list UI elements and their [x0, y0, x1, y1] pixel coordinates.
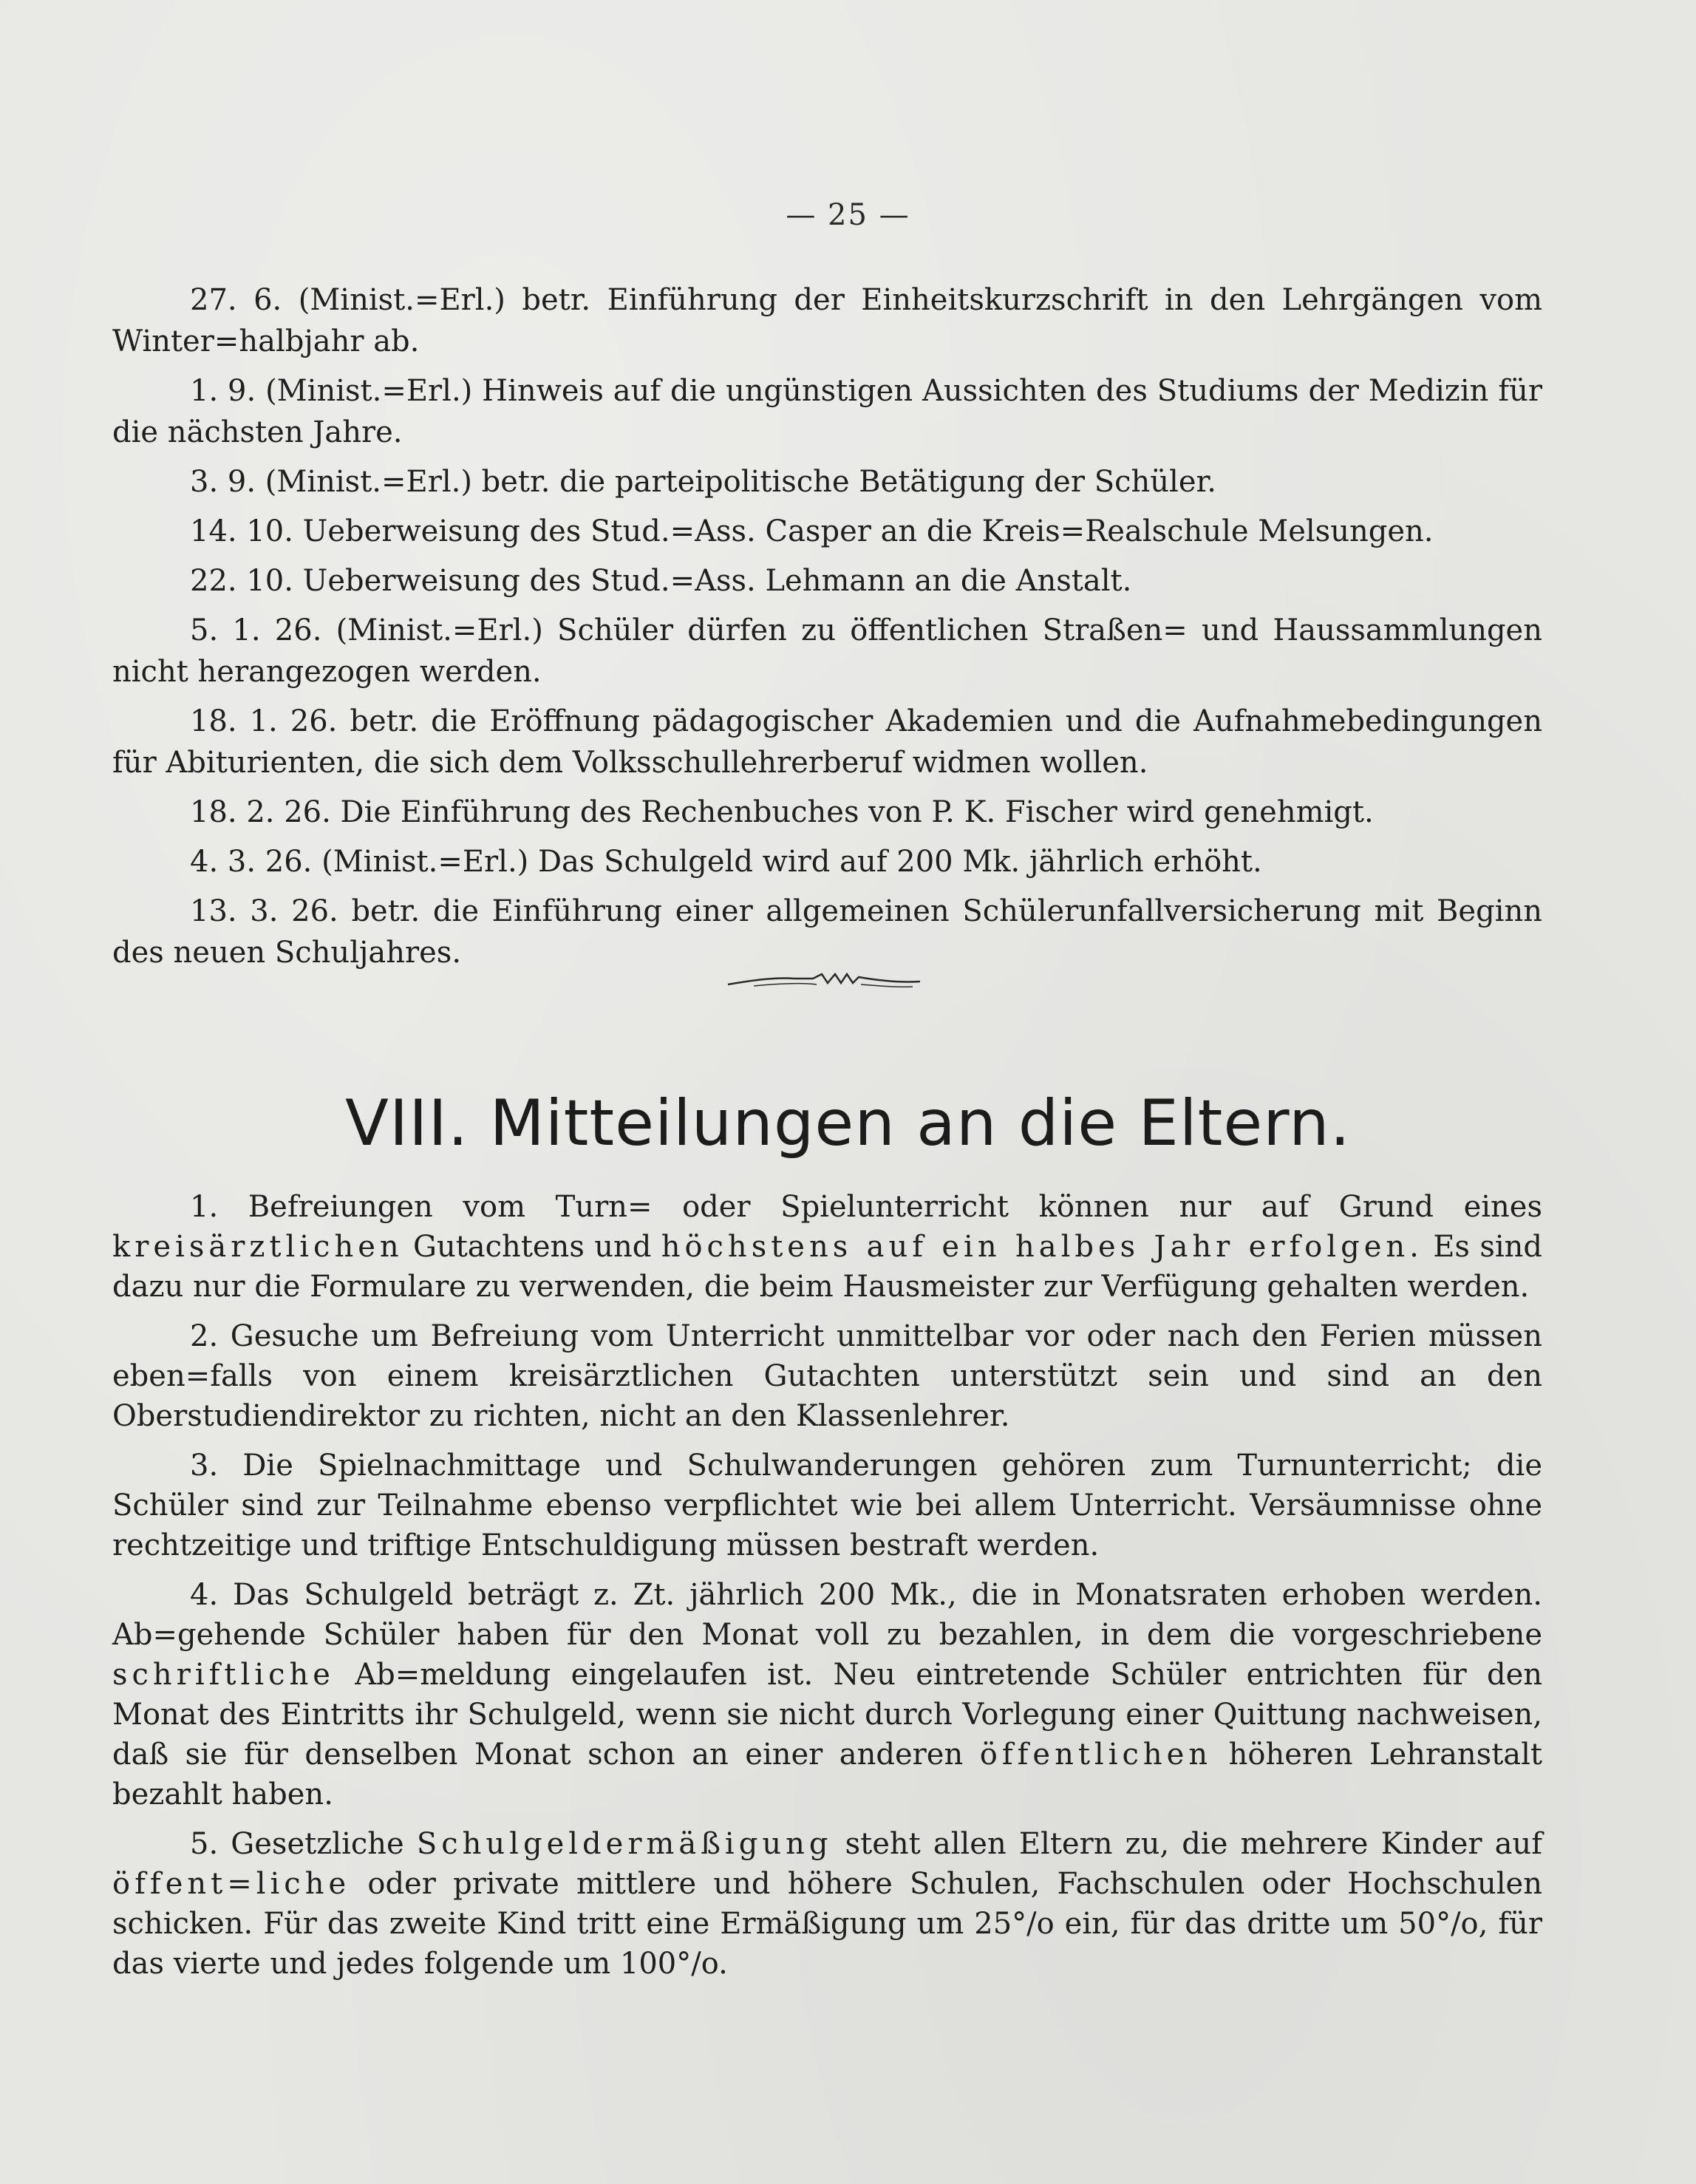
ornament-divider-icon [724, 967, 924, 996]
notice-text: Ab=meldung eingelaufen ist. Neu eintretende Schüler entrichten für den Monat des Eintritts ihr Schulgeld, wenn sie nicht durch Vorlegung einer Quittung nachweisen, daß sie für denselben Monat schon an einer anderen [112, 1658, 1542, 1772]
list-item: 18. 1. 26. betr. die Eröffnung pädagogischer Akademien und die Aufnahmebedingungen für Abiturienten, die sich dem Volksschullehrerberuf widmen wollen. [112, 704, 1542, 780]
page-number: — 25 — [786, 198, 910, 232]
emphasis-text: öffentlichen [979, 1738, 1213, 1772]
list-item: 13. 3. 26. betr. die Einführung einer allgemeinen Schülerunfallversicherung mit Beginn des neuen Schuljahres. [112, 894, 1542, 970]
notice-text: 1. Befreiungen vom Turn= oder Spielunterricht können nur auf Grund eines [190, 1190, 1542, 1224]
notice-paragraph [112, 1187, 1542, 1307]
notice-text: Gutachtens und [403, 1230, 661, 1264]
emphasis-text: öffent=liche [112, 1867, 351, 1901]
list-item: 22. 10. Ueberweisung des Stud.=Ass. Lehmann an die Anstalt. [190, 564, 1132, 598]
notice-text: oder private mittlere und höhere Schulen, Fachschulen oder Hochschulen schicken. Für das zweite Kind tritt eine Ermäßigung um 25°/o ein, für das dritte um 50°/o, für das vierte und jedes folgende um 100°/o. [112, 1867, 1542, 1981]
decree-list [112, 279, 1542, 982]
notice-text: 5. Gesetzliche [190, 1827, 417, 1861]
notice-paragraph: 3. Die Spielnachmittage und Schulwanderungen gehören zum Turnunterricht; die Schüler sind zur Teilnahme ebenso verpflichtet wie bei allem Unterricht. Versäumnisse ohne rechtzeitige und triftige Entschuldigung müssen bestraft werden. [112, 1449, 1542, 1562]
notice-list [112, 1187, 1542, 1993]
notice-text: 4. Das Schulgeld beträgt z. Zt. jährlich 200 Mk., die in Monatsraten erhoben werden. Ab=gehende Schüler haben für den Monat voll zu bezahlen, in dem die vorgeschriebene [112, 1578, 1542, 1652]
notice-text: steht allen Eltern zu, die mehrere Kinder auf [832, 1827, 1542, 1861]
emphasis-text: Schulgeldermäßigung [416, 1827, 833, 1861]
section-heading: VIII. Mitteilungen an die Eltern. [344, 1086, 1351, 1160]
list-item: 4. 3. 26. (Minist.=Erl.) Das Schulgeld wird auf 200 Mk. jährlich erhöht. [190, 845, 1262, 879]
list-item: 27. 6. (Minist.=Erl.) betr. Einführung der Einheitskurzschrift in den Lehrgängen vom Winter=halbjahr ab. [112, 283, 1542, 358]
list-item: 3. 9. (Minist.=Erl.) betr. die parteipolitische Betätigung der Schüler. [190, 465, 1216, 499]
notice-paragraph [112, 1575, 1542, 1814]
notice-paragraph: 2. Gesuche um Befreiung vom Unterricht unmittelbar vor oder nach den Ferien müssen eben=falls von einem kreisärztlichen Gutachten unterstützt sein und sind an den Oberstudiendirektor zu richten, nicht an den Klassenlehrer. [112, 1319, 1542, 1433]
list-item: 5. 1. 26. (Minist.=Erl.) Schüler dürfen zu öffentlichen Straßen= und Haussammlungen nicht herangezogen werden. [112, 613, 1542, 689]
notice-text: Es sind dazu nur die Formulare zu verwenden, die beim Hausmeister zur Verfügung gehalten werden. [112, 1230, 1542, 1304]
list-item: 18. 2. 26. Die Einführung des Rechenbuches von P. K. Fischer wird genehmigt. [190, 795, 1374, 829]
emphasis-text: schriftliche [112, 1658, 335, 1692]
notice-paragraph [112, 1824, 1542, 1984]
list-item: 1. 9. (Minist.=Erl.) Hinweis auf die ungünstigen Aussichten des Studiums der Medizin für die nächsten Jahre. [112, 374, 1542, 449]
list-item: 14. 10. Ueberweisung des Stud.=Ass. Casper an die Kreis=Realschule Melsungen. [190, 514, 1434, 548]
emphasis-text: kreisärztlichen [112, 1230, 403, 1264]
emphasis-text: höchstens auf ein halbes Jahr erfolgen. [661, 1230, 1423, 1264]
notice-text: höheren Lehranstalt bezahlt haben. [112, 1738, 1542, 1812]
